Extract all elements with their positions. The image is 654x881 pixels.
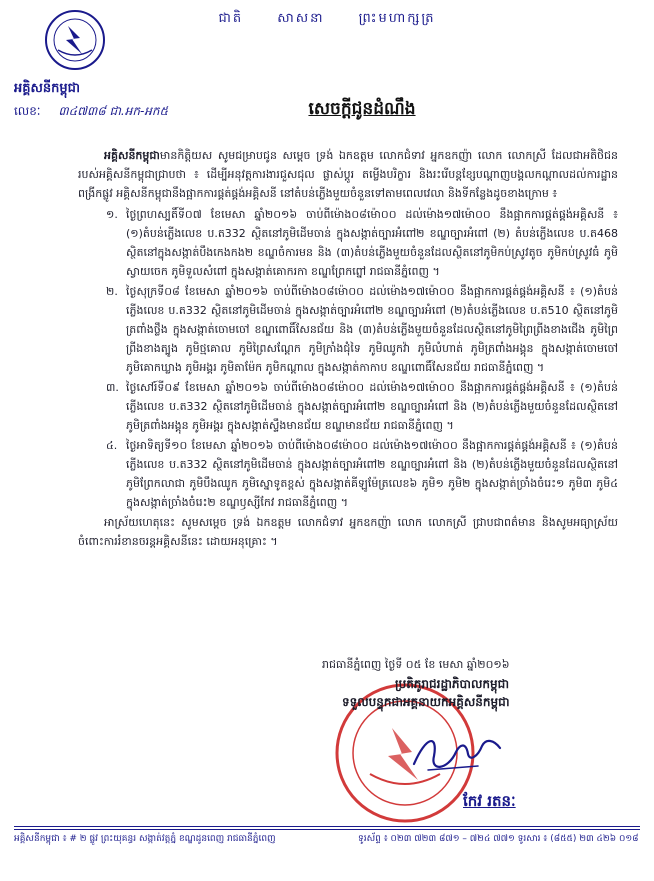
closing-paragraph: អាស្រ័យហេតុនេះ សូមសម្តេច ទ្រង់ ឯកឧត្តម លោកជំទាវ អ្នកឧកញ៉ា លោក លោកស្រី ជ្រាបជាពត៌មាន និងសូមអធ្យាស្រ័យចំពោះការរំខានចរន្តអគ្គិសនីនេះ ដោយអនុគ្រោះ ។ <box>78 516 618 548</box>
signatory-title-1: ប្រតិភូរាជរដ្ឋាភិបាលកម្ពុជា <box>395 677 510 691</box>
signer-name: កែវ រតនៈ <box>463 792 516 810</box>
item-number: ១. <box>106 208 118 221</box>
motto-religion: សាសនា <box>277 11 325 26</box>
footer-address: អគ្គិសនីកម្ពុជា ៖ # ២ ផ្លូវ ព្រះយុគន្ធរ សង្កាត់វត្តភ្នំ ខណ្ឌដូនពេញ រាជធានីភ្នំពេញ <box>14 834 276 844</box>
list-item <box>78 436 618 512</box>
item-text: ថ្ងៃសុក្រទី០៨ ខែមេសា ឆ្នាំ២០១៦ ចាប់ពីម៉ោង០៨ម៉ោ០០ ដល់ម៉ោង១៧ម៉ោ០០ នឹងផ្អាកការផ្គត់ផ្គង់អគ្គិសនី ៖ (១)តំបន់ភ្លើងលេខ ប.ត332 ស្ថិតនៅភូមិដើមចាន់ ក្នុងសង្កាត់ច្បារអំពៅ២ ខណ្ឌច្បារអំពៅ (២)តំបន់ភ្លើងលេខ ប.ត510 ស្ថិតនៅភូមិត្រពាំងថ្លឹង ក្នុងសង្កាត់ចោមចៅ ខណ្ឌពោធិ៍សែនជ័យ និង (៣)តំបន់ភ្លើងមួយចំនួនដែលស្ថិតនៅភូមិព្រៃព្រីងខាងជើង ភូមិព្រៃព្រីងខាងត្បូង ភូមិថ្មគោល ភូមិព្រៃសណ្តែក ភូមិក្រាំងជុំទៃ ភូមិឈូកវ៉ា ភូមិលំហាត់ ភូមិត្រពាំងអង្គុន ក្នុងសង្កាត់ចោមចៅ ភូមិគោកឃ្លាង ភូមិអង្គរ ភូមិតាម៉ែក ភូមិកណ្តាល ក្នុងសង្កាត់កាកាប ខណ្ឌពោធិ៍សែនជ័យ រាជធានីភ្នំពេញ ។ <box>126 285 618 374</box>
reference-label: លេខៈ <box>14 104 41 118</box>
item-number: ២. <box>106 285 118 298</box>
footer-contacts: ទូរស័ព្ទ ៖ ០២៣ ៧២៣ ៨៧១ – ៧២៤ ៧៧១ ទូរសារ ៖ (៨៥៥) ២៣ ៤២៦ ០១៨ <box>358 834 639 844</box>
handwritten-signature <box>408 726 508 778</box>
organization-name: អគ្គិសនីកម្ពុជា <box>14 81 81 96</box>
reference-number: ៣៤៧៣៨ ជា.អក-អក៥ <box>58 104 169 118</box>
intro-text: មានកិត្តិយស សូមជម្រាបជូន សម្តេច ទ្រង់ ឯកឧត្តម លោកជំទាវ អ្នកឧកញ៉ា លោក លោកស្រី ដែលជាអតិថិជនរបស់អគ្គិសនីកម្ពុជាជ្រាបថា ៖ ដើម្បីអនុវត្តការងារជួសជុល ផ្លាស់ប្តូរ តម្លើងបរិក្ខារ និងរះរើបន្តខ្សែបណ្តាញបង្គលកណ្តាលដល់ការដ្ឋានពង្រីកផ្លូវ អគ្គិសនីកម្ពុជានឹងផ្អាកការផ្គត់ផ្គង់អគ្គិសនី នៅតំបន់ភ្លើងមួយចំនួនទៅតាមពេលវេលា និងទីកន្លែងដូចខាងក្រោម ៖ <box>78 149 618 200</box>
signatory-title-2: ទទួលបន្ទុកជាអគ្គនាយកអគ្គិសនីកម្ពុជា <box>342 695 510 709</box>
list-item <box>78 205 618 281</box>
document-body <box>78 146 618 551</box>
item-text: ថ្ងៃព្រហស្បតិ៍ទី០៧ ខែមេសា ឆ្នាំ២០១៦ ចាប់ពីម៉ោង០៨ម៉ោ០០ ដល់ម៉ោង១៧ម៉ោ០០ នឹងផ្អាកការផ្គត់ផ្គង់អគ្គិសនី ៖ (១)តំបន់ភ្លើងលេខ ប.ត332 ស្ថិតនៅភូមិដើមចាន់ ក្នុងសង្កាត់ច្បារអំពៅ២ ខណ្ឌច្បារអំពៅ (២) តំបន់ភ្លើងលេខ ប.ត468 ស្ថិតនៅក្នុងសង្កាត់បឹងកេងកង២ ខណ្ឌចំការមន និង (៣)តំបន់ភ្លើងមួយចំនួនដែលស្ថិតនៅភូមិកប់ស្រូវតូច ភូមិកប់ស្រូវធំ ភូមិស្វាយចេក ភូមិទួលសំពៅ ក្នុងសង្កាត់គោករកា ខណ្ឌព្រែកព្នៅ រាជធានីភ្នំពេញ ។ <box>126 208 618 278</box>
footer-divider <box>14 829 640 830</box>
item-text: ថ្ងៃអាទិត្យទី១០ ខែមេសា ឆ្នាំ២០១៦ ចាប់ពីម៉ោង០៨ម៉ោ០០ ដល់ម៉ោង១៧ម៉ោ០០ នឹងផ្អាកការផ្គត់ផ្គង់អគ្គិសនី ៖ (១)តំបន់ភ្លើងលេខ ប.ត332 ស្ថិតនៅភូមិដើមចាន់ ក្នុងសង្កាត់ច្បារអំពៅ២ ខណ្ឌច្បារអំពៅ និង (២)តំបន់ភ្លើងមួយចំនួនដែលស្ថិតនៅភូមិព្រែកលាជា ភូមិបឹងឈូក ភូមិស្នោទូតខ្ពស់ ក្នុងសង្កាត់គីឡូម៉ែត្រលេខ៦ ភូមិ១ ភូមិ២ ក្នុងសង្កាត់ច្រាំងចំរេះ១ ភូមិ៣ ភូមិ៤ ក្នុងសង្កាត់ច្រាំងចំរេះ២ ខណ្ឌឫស្សីកែវ រាជធានីភ្នំពេញ ។ <box>126 439 618 509</box>
motto-nation: ជាតិ <box>218 11 244 26</box>
outage-list <box>78 205 618 512</box>
item-text: ថ្ងៃសៅរ៍ទី០៩ ខែមេសា ឆ្នាំ២០១៦ ចាប់ពីម៉ោង០៨ម៉ោ០០ ដល់ម៉ោង១៧ម៉ោ០០ នឹងផ្អាកការផ្គត់ផ្គង់អគ្គិសនី ៖ (១)តំបន់ភ្លើងលេខ ប.ត332 ស្ថិតនៅភូមិដើមចាន់ ក្នុងសង្កាត់ច្បារអំពៅ២ ខណ្ឌច្បារអំពៅ និង (២)តំបន់ភ្លើងមួយចំនួនដែលស្ថិតនៅភូមិត្រពាំងអង្គុន ភូមិអង្គរ ក្នុងសង្កាត់ស្ទឹងមានជ័យ ខណ្ឌមានជ័យ រាជធានីភ្នំពេញ ។ <box>126 381 618 432</box>
national-motto <box>0 10 654 29</box>
item-number: ៤. <box>106 439 118 452</box>
intro-lead: អគ្គិសនីកម្ពុជា <box>104 149 160 162</box>
list-item <box>78 378 618 435</box>
list-item <box>78 282 618 377</box>
motto-king: ព្រះមហាក្សត្រ <box>358 11 436 26</box>
date-line: រាជធានីភ្នំពេញ ថ្ងៃទី ០៥ ខែ មេសា ឆ្នាំ២០១៦ <box>322 658 510 671</box>
item-number: ៣. <box>106 381 119 394</box>
intro-paragraph <box>78 146 618 203</box>
document-title: សេចក្តីជូនដំណឹង <box>308 99 416 119</box>
footer-divider <box>14 826 640 827</box>
